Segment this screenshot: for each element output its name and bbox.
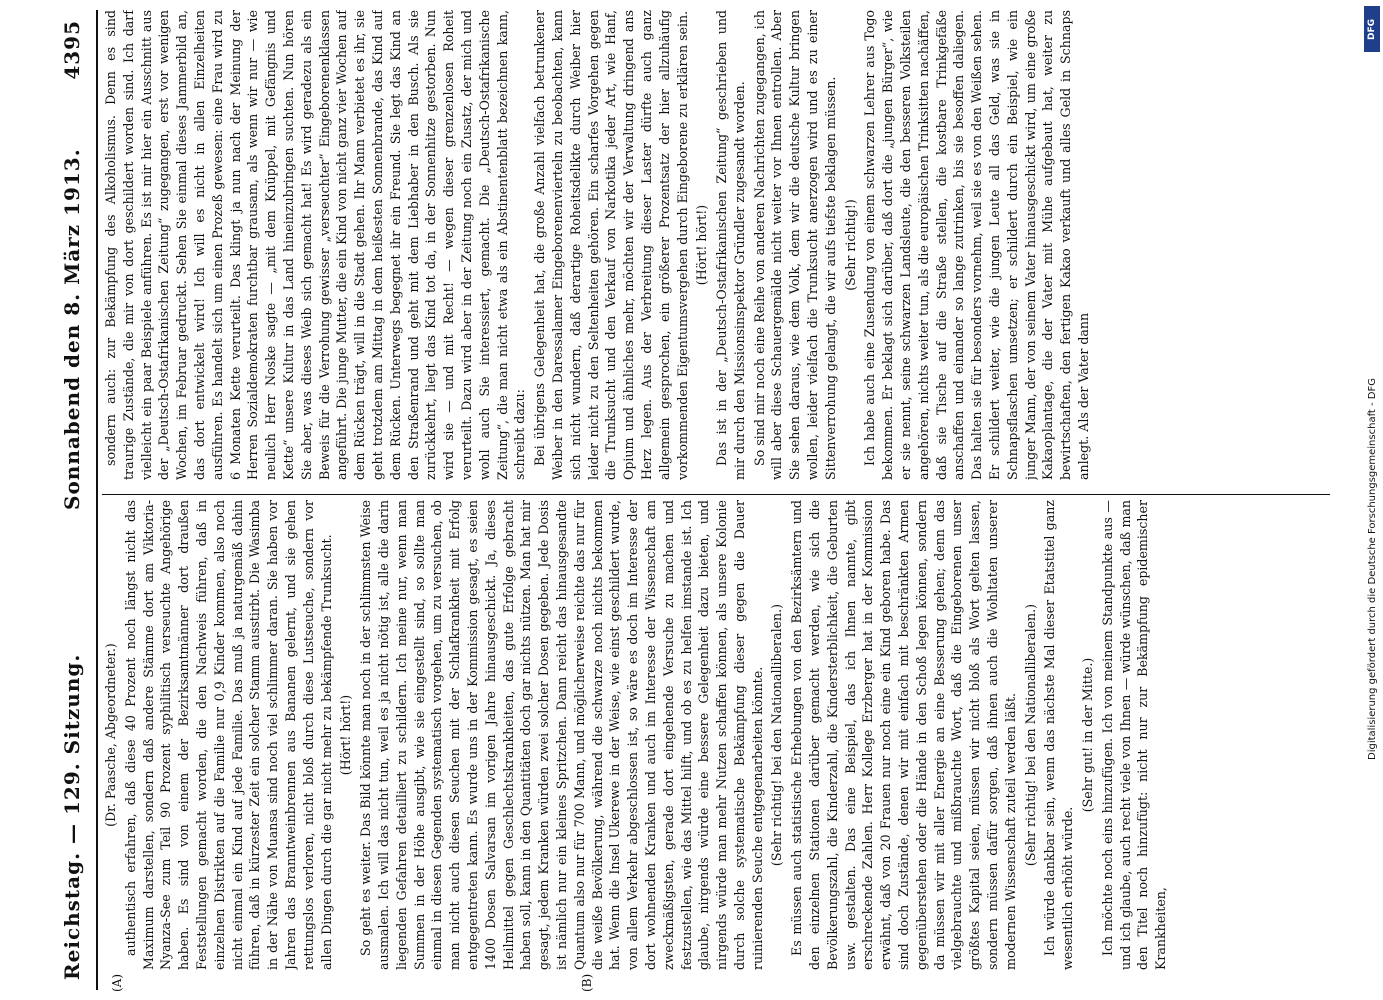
rotated-newspaper-page [40, 10, 1340, 990]
paragraph: So geht es weiter. Das Bild könnte man noch in der schlimmsten Weise ausmalen. Ich will das nicht tun, weil es ja nicht nötig ist, alle die darin liegenden Gefahren detailliert zu schildern. Ich meine nur, wenn man Summen in der Höhe ausgibt, wie sie eingestellt sind, so sollte man einmal in diesen Gegenden systematisch vorgehen, um zu versuchen, ob man nicht auch diesen Seuchen mit der Schlafkrankheit mit Erfolg entgegentreten kann. Es wurde uns in der Kommission gesagt, es seien 1400 Dosen Salvarsan im vorigen Jahre hinausgeschickt. Ja, dieses Heilmittel gegen Geschlechtskrankheiten, das gute Erfolge gebracht haben soll, kann in den Quantitäten doch gar nichts nützen. Man hat mir gesagt, jedem Kranken würden zwei solcher Dosen gegeben. Jede Dosis ist nämlich nur ein kleines Spritzchen. Dann reicht das hinausgesandte Quantum also nur für 700 Mann, und möglicherweise reichte das nur für die weiße Bevölkerung, während die schwarze noch nichts bekommen hat. Wenn die Insel Ukerewe in der Weise, wie einst geschildert wurde, von allem Verkehr abgeschlossen ist, so wäre es doch im Interesse der dort wohnenden Kranken und auch im Interesse der Wissenschaft am zweckmäßigsten, gerade dort eingehende Versuche zu machen und festzustellen, wie das Mittel hilft, und ob es zu helfen imstande ist. Ich glaube, nirgends würde eine bessere Gelegenheit dazu bieten, und nirgends würde man mehr Nutzen schaffen können, als unsere Kolonie durch solche systematische Bekämpfung dieser gegen die Dauer ruinierenden Seuche entgegenarbeiten könnte. [358, 500, 765, 970]
dfg-logo: DFG [1364, 6, 1380, 52]
digitization-credit: Digitalisierung gefördert durch die Deutsche Forschungsgemeinschaft - DFG [1367, 377, 1378, 760]
paragraph: Ich habe auch eine Zusendung von einem schwarzen Lehrer aus Togo bekommen. Er beklagt sich darüber, daß dort die „jungen Bürger“, wie er sie nennt, seine schwarzen Landsleute, die den besseren Volksteilen angehören, nichts weiter tun, als die europäischen Trinksitten nachäffen, daß sie Tische auf die Straße stellen, die kostbare Trinkgefäße anschaffen und einander so lange zutrinken, bis sie besoffen daliegen. Das halten sie für besonders vornehm, weil sie es von den Weißen sehen. Er schildert weiter, wie die jungen Leute all das Geld, was sie in Schnapsflaschen umsetzen; er schildert durch ein Beispiel, wie ein junger Mann, der von seinem Vater hinausgeschickt wird, um eine große Kakaoplantage, die der Vater mit Mühe aufgebaut hat, weiter zu bewirtschaften, den fertigen Kakao verkauft und alles Geld in Schnaps anlegt. Als der Vater dann [862, 10, 1092, 480]
interjection: (Sehr richtig! bei den Nationalliberalen.) [1022, 603, 1038, 867]
paragraph: Ich würde dankbar sein, wenn das nächste Mal dieser Etatstitel ganz wesentlich erhöht würde. [1042, 500, 1076, 970]
paragraph: sondern auch: zur Bekämpfung des Alkoholismus. Denn es sind traurige Zustände, die mir von dort geschildert worden sind. Ich darf vielleicht ein paar Beispiele anführen. Es ist mir hier ein Ausschnitt aus der „Deutsch-Ostafrikanischen Zeitung“ zugegangen, erst vor wenigen Wochen, im Februar gedruckt. Sehen Sie einmal dieses Jammerbild an, das dort entwickelt wird! Ich will es nicht in allen Einzelheiten ausführen. Es handelt sich um einen Prozeß gewesen: eine Frau wird zu 6 Monaten Kette verurteilt. Das klingt ja nun nach der Meinung der Herren Sozialdemokraten furchtbar grausam, als wenn wir nur — wie neulich Herr Noske sagte — „mit dem Knüppel, mit Gefängnis und Kette“ unsere Kultur in das Land hineinzubringen suchten. Nun hören Sie aber, was dieses Weib sich gemacht hat! Es wird geradezu als ein Beweis für die Verrohung gewisser „verseuchter“ Eingeborenenklassen angeführt. Die junge Mutter, die ein Kind von nicht ganz vier Wochen auf dem Rücken trägt, will in die Stadt gehen. Ihr Mann verbietet es ihr, sie geht trotzdem am Mittag in dem heißesten Sonnenbrande, das Kind auf dem Rücken. Unterwegs begegnet ihr ein Freund. Sie legt das Kind an den Straßenrand und geht mit dem Liebhaber in den Busch. Als sie zurückkehrt, liegt das Kind tot da, in der Sonnenhitze gestorben. Nun wird sie — und mit Recht! — wegen dieser grenzenlosen Roheit verurteilt. Dazu wird aber in der Zeitung noch ein Zusatz, der mich und wohl auch Sie interessiert, gemacht. Die „Deutsch-Ostafrikanische Zeitung“, die man nicht etwa als ein Abstinentenblatt bezeichnen kann, schreibt dazu: [103, 10, 528, 480]
paragraph: Ich möchte noch eins hinzufügen. Ich von meinem Standpunkte aus — und ich glaube, auch recht viele von Ihnen — würde wünschen, daß man den Titel noch hinzufügt: nicht nur zur Bekämpfung epidemischer Krankheiten, [1099, 500, 1169, 970]
paragraph: So sind mir noch eine Reihe von anderen Nachrichten zugegangen, ich will aber diese Schauergemälde nicht weiter vor Ihnen entrollen. Aber Sie sehen daraus, wie dem Volk, dem wir die deutsche Kultur bringen wollen, leider vielfach die Trunksucht anerzogen wird und es zu einer Sittenverrohung gelangt, die wir aufs tiefste beklagen müssen. [751, 10, 838, 480]
header-date: Sonnabend den 8. März 1913. [60, 148, 84, 510]
quoted-paragraph: Bei übrigens Gelegenheit hat, die große Anzahl vielfach betrunkener Weiber in den Daressalamer Eingeborenenvierteln zu beobachten, kann sich nicht wundern, daß derartige Roheitsdelikte durch Weiber hier leider nicht zu den Seltenheiten gehören. Ein scharfes Vorgehen gegen die Trunksucht und den Verkauf von Narkotika jeder Art, wie Hanf, Opium und ähnliches mehr, möchten wir der Verwaltung dringend ans Herz legen. Aus der Verbreitung dieser Laster dürfte auch ganz allgemein gesprochen, ein größerer Prozentsatz der hier allzuhäufig vorkommenden Eigentumsvergehen durch Eingeborene zu erklären sein. [532, 10, 690, 480]
page-header [60, 10, 92, 990]
interjection: (Hört! hört!) [694, 204, 710, 286]
header-session: Reichstag. — 129. Sitzung. [60, 653, 84, 980]
paragraph: authentisch erfahren, daß diese 40 Prozent noch längst nicht das Maximum darstellen, sondern daß andere Stämme dort am Viktoria-Nyanza-See zum Teil 90 Prozent syphilitisch verseuchte Angehörige haben. Es sind von einem der Bezirksamtmänner dort draußen Feststellungen gemacht worden, die den Nachweis führen, daß in einzelnen Distrikten auf die Familie nur 0,9 Kinder kommen, also noch nicht einmal ein Kind auf jede Familie. Das muß ja naturgemäß dahin führen, daß in kürzester Zeit ein solcher Stamm ausstirbt. Die Wasimba in der Nähe von Muansa sind noch viel schlimmer daran. Sie haben vor Jahren das Branntweinbrennen aus Bananen gelernt, und sie gehen rettungslos verloren, nicht bloß durch diese Lustseuche, sondern vor allen Dingen durch die gar nicht mehr zu bekämpfende Trunksucht. [122, 500, 334, 970]
paragraph: Es müssen auch statistische Erhebungen von den Bezirksämtern und den einzelnen Stationen darüber gemacht werden, wie sich die Bevölkerungszahl, die Kinderzahl, die Kindersterblichkeit, die Geburten usw. gestalten. Das eine Beispiel, das ich Ihnen nannte, gibt erschreckende Zahlen. Herr Kollege Erzberger hat in der Kommission erwähnt, daß von 20 Frauen nur noch eine ein Kind geboren habe. Das sind doch Zustände, denen wir mit einfach mit beschränkten Armen gegenüberstehen oder die Hände in den Schoß legen können, sondern da müssen wir mit aller Energie an eine Besserung gehen; denn das vielgebrauchte und mißbrauchte Wort, daß die Eingeborenen unser größtes Kapital seien, müssen wir nicht bloß als Wort gelten lassen, sondern müssen dafür sorgen, daß ihnen auch die Wohltaten unserer modernen Wissenschaft zuteil werden läßt. [789, 500, 1018, 970]
column-divider [102, 494, 1330, 495]
interjection: (Hört! hört!) [338, 694, 354, 776]
header-rule [96, 10, 98, 990]
interjection: (Sehr richtig!) [842, 199, 858, 291]
margin-marker-b: (B) [580, 973, 594, 992]
right-column [102, 10, 1330, 480]
interjection: (Sehr gut! in der Mitte.) [1080, 657, 1096, 813]
margin-marker-a: (A) [110, 973, 124, 992]
left-column [102, 500, 1330, 970]
page-number: 4395 [60, 20, 84, 80]
speaker-line: (Dr. Paasche, Abgeordneter.) [103, 643, 118, 827]
interjection: (Sehr richtig! bei den Nationalliberalen.) [769, 603, 785, 867]
paragraph: Das ist in der „Deutsch-Ostafrikanischen Zeitung“ geschrieben und mir durch den Missionsinspektor Gründler zugesandt worden. [714, 10, 747, 480]
